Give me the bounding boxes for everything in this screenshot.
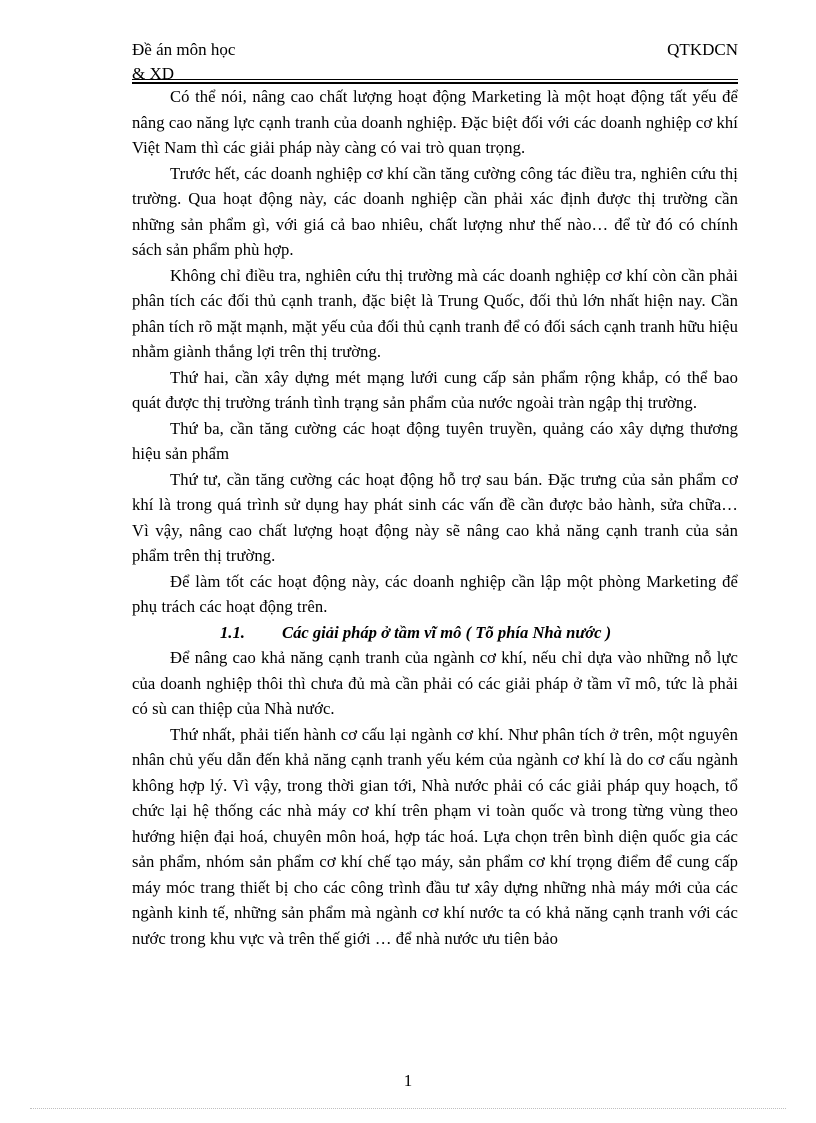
section-number: 1.1. [220,622,245,642]
paragraph: Thứ tư, cần tăng cường các hoạt động hỗ trợ sau bán. Đặc trưng của sản phẩm cơ khí là trong quá trình sử dụng hay phát sinh các vấn đề cần được bảo hành, sửa chữa… Vì vậy, nâng cao chất lượng hoạt động này sẽ nâng cao khả năng cạnh tranh của sản phẩm trên thị trường. [132,469,738,565]
paragraph: Trước hết, các doanh nghiệp cơ khí cần tăng cường công tác điều tra, nghiên cứu thị trường. Qua hoạt động này, các doanh nghiệp cần phải xác định được thị trường cần những sản phẩm gì, với giá cả bao nhiêu, chất lượng như thế nào… để từ đó có chính sách sản phẩm phù hợp. [132,163,738,259]
header-course-line2: & XD [132,64,175,83]
header-rule-thin [132,79,738,80]
section-title: Các giải pháp ở tầm vĩ mô ( Tõ phía Nhà nước ) [282,622,612,642]
paragraph: Thứ nhất, phải tiến hành cơ cấu lại ngành cơ khí. Như phân tích ở trên, một nguyên nhân chủ yếu dẫn đến khả năng cạnh tranh yếu kém của ngành cơ khí là do cơ cấu ngành không hợp lý. Vì vậy, trong thời gian tới, Nhà nước phải có các giải pháp quy hoạch, tổ chức lại hệ thống các nhà máy cơ khí trên phạm vi toàn quốc và trong từng vùng theo hướng hiện đại hoá, chuyên môn hoá, hợp tác hoá. Lựa chọn trên bình diện quốc gia các sản phẩm, nhóm sản phẩm cơ khí chế tạo máy, sản phẩm cơ khí trọng điểm để cung cấp máy móc trang thiết bị cho các công trình đầu tư xây dựng những nhà máy mới của các ngành kinh tế, những sản phẩm mà ngành cơ khí nước ta có khả năng cạnh tranh với các nước trong khu vực và trên thế giới … để nhà nước ưu tiên bảo [132,724,738,948]
paragraph: Thứ hai, cần xây dựng mét mạng lưới cung cấp sản phẩm rộng khắp, có thể bao quát được thị trường tránh tình trạng sản phẩm của nước ngoài tràn ngập thị trường. [132,367,738,412]
paragraph: Để làm tốt các hoạt động này, các doanh nghiệp cần lập một phòng Marketing để phụ trách các hoạt động trên. [132,571,738,616]
page-body [132,84,738,951]
paragraph: Thứ ba, cần tăng cường các hoạt động tuyên truyền, quảng cáo xây dựng thương hiệu sản phẩm [132,418,738,463]
paragraph: Không chỉ điều tra, nghiên cứu thị trường mà các doanh nghiệp cơ khí còn cần phải phân tích các đối thủ cạnh tranh, đặc biệt là Trung Quốc, đối thủ lớn nhất hiện nay. Cần phân tích rõ mặt mạnh, mặt yếu của đối thủ cạnh tranh để có đối sách cạnh tranh hữu hiệu nhằm giành thắng lợi trên thị trường. [132,265,738,361]
page-number: 1 [403,1071,413,1090]
header-course-line1: Đề án môn học [132,40,236,59]
footer-dotted-rule [30,1108,786,1109]
section-heading [132,620,738,646]
paragraph: Có thể nói, nâng cao chất lượng hoạt động Marketing là một hoạt động tất yếu để nâng cao năng lực cạnh tranh của doanh nghiệp. Đặc biệt đối với các doanh nghiệp cơ khí Việt Nam thì các giải pháp này càng có vai trò quan trọng. [132,87,738,157]
paragraph: Để nâng cao khả năng cạnh tranh của ngành cơ khí, nếu chỉ dựa vào những nỗ lực của doanh nghiệp thôi thì chưa đủ mà cần phải có các giải pháp ở tầm vĩ mô, tức là phải có sù can thiệp của Nhà nước. [132,648,738,718]
header-department: QTKDCN [667,40,738,59]
